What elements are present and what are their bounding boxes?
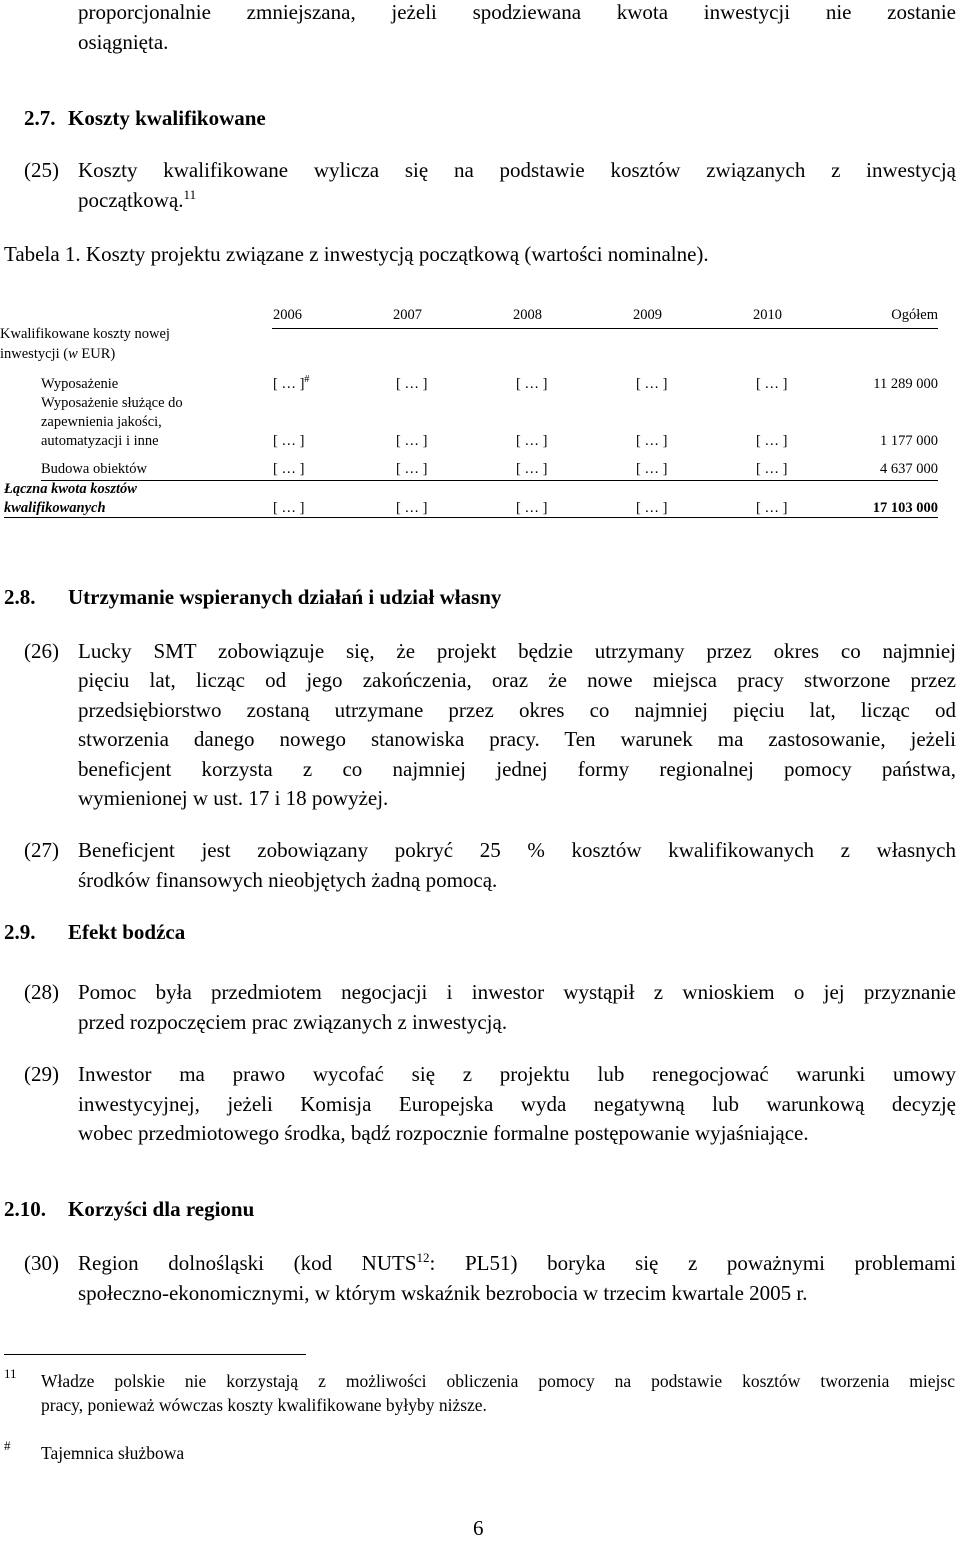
para-25-line-2: początkową.$^{11}$: [78, 187, 197, 212]
table-col-total: Ogółem: [891, 307, 938, 323]
para-26-line-5: beneficjent korzysta z co najmniej jednej formy regionalnej pomocy państwa,: [78, 757, 956, 781]
intro-line-1: proporcjonalnie zmniejszana, jeżeli spodziewana kwota inwestycji nie zostanie: [78, 0, 956, 24]
section-2-8-number: 2.8.: [4, 585, 36, 609]
row-3-total: 4 637 000: [880, 461, 938, 477]
section-2-10-title: Korzyści dla regionu: [68, 1197, 255, 1221]
table-sum-rule: [41, 480, 938, 481]
row-2-2008: [ … ]: [516, 433, 548, 449]
section-2-9-title: Efekt bodźca: [68, 920, 186, 944]
para-29-number: (29): [24, 1062, 59, 1086]
row-1-label: Wyposażenie: [41, 376, 119, 392]
footnote-hash-text: Tajemnica służbowa: [41, 1443, 185, 1463]
footnote-11-line-1: Władze polskie nie korzystają z możliwości obliczenia pomocy na podstawie kosztów tworzenia miejsc: [41, 1371, 955, 1391]
footnote-separator: [4, 1354, 306, 1355]
para-28-line-2: przed rozpoczęciem prac związanych z inwestycją.: [78, 1010, 508, 1034]
row-4-label-line-2: kwalifikowanych: [4, 500, 106, 516]
row-4-2007: [ … ]: [396, 500, 428, 516]
table-header-label-line-1: Kwalifikowane koszty nowej: [0, 326, 170, 342]
row-4-2009: [ … ]: [636, 500, 668, 516]
row-3-2010: [ … ]: [756, 461, 788, 477]
table-col-2010: 2010: [753, 307, 782, 323]
para-25-line-1: Koszty kwalifikowane wylicza się na podstawie kosztów związanych z inwestycją: [78, 158, 956, 182]
footnote-11-line-2: pracy, ponieważ wówczas koszty kwalifikowane byłyby niższe.: [41, 1395, 487, 1415]
row-4-2006: [ … ]: [273, 500, 305, 516]
row-1-2010: [ … ]: [756, 376, 788, 392]
para-26-line-6: wymienionej w ust. 17 i 18 powyżej.: [78, 786, 389, 810]
row-2-label-line-1: Wyposażenie służące do: [41, 395, 183, 411]
para-25-number: (25): [24, 158, 59, 182]
row-2-2009: [ … ]: [636, 433, 668, 449]
intro-line-2: osiągnięta.: [78, 30, 169, 54]
section-2-9-number: 2.9.: [4, 920, 36, 944]
row-2-label-line-3: automatyzacji i inne: [41, 433, 159, 449]
table-col-2009: 2009: [633, 307, 662, 323]
row-1-2006: [ … ]#: [273, 374, 310, 392]
para-28-line-1: Pomoc była przedmiotem negocjacji i inwestor wystąpił z wnioskiem o jej przyznanie: [78, 980, 956, 1004]
row-4-label-line-1: Łączna kwota kosztów: [4, 481, 137, 497]
row-3-2007: [ … ]: [396, 461, 428, 477]
page-number: 6: [473, 1516, 484, 1540]
row-2-label-line-2: zapewnienia jakości,: [41, 414, 162, 430]
para-26-line-1: Lucky SMT zobowiązuje się, że projekt będzie utrzymany przez okres co najmniej: [78, 639, 956, 663]
row-1-2007: [ … ]: [396, 376, 428, 392]
row-2-total: 1 177 000: [880, 433, 938, 449]
para-27-line-2: środków finansowych nieobjętych żadną pomocą.: [78, 868, 498, 892]
row-3-2009: [ … ]: [636, 461, 668, 477]
row-2-2010: [ … ]: [756, 433, 788, 449]
row-4-2010: [ … ]: [756, 500, 788, 516]
table-caption: Tabela 1. Koszty projektu związane z inwestycją początkową (wartości nominalne).: [4, 242, 709, 266]
table-bottom-rule: [4, 517, 938, 518]
row-1-2008: [ … ]: [516, 376, 548, 392]
footnote-ref-11[interactable]: 11: [183, 187, 197, 202]
para-27-line-1: Beneficjent jest zobowiązany pokryć 25 % kosztów kwalifikowanych z własnych: [78, 838, 956, 862]
para-26-line-2: pięciu lat, licząc od jego zakończenia, oraz że nowe miejsca pracy stworzone przez: [78, 668, 956, 692]
table-header-label-line-2: inwestycji (w EUR): [0, 346, 116, 362]
table-col-2006: 2006: [273, 307, 302, 323]
row-2-2006: [ … ]: [273, 433, 305, 449]
row-4-2008: [ … ]: [516, 500, 548, 516]
row-2-2007: [ … ]: [396, 433, 428, 449]
para-27-number: (27): [24, 838, 59, 862]
row-1-2009: [ … ]: [636, 376, 668, 392]
footnote-ref-12[interactable]: 12: [416, 1250, 430, 1265]
footnote-hash-mark: #: [4, 1438, 11, 1453]
row-3-label: Budowa obiektów: [41, 461, 147, 477]
para-29-line-3: wobec przedmiotowego środka, bądź rozpocznie formalne postępowanie wyjaśniające.: [78, 1121, 809, 1145]
table-col-2008: 2008: [513, 307, 542, 323]
para-30-line-1: Region dolnośląski (kod NUTS$^{12}$: PL51) boryka się z poważnymi problemami: [78, 1250, 956, 1275]
table-col-2007: 2007: [393, 307, 422, 323]
para-26-line-4: stworzenia danego nowego stanowiska pracy. Ten warunek ma zastosowanie, jeżeli: [78, 727, 956, 751]
row-1-total: 11 289 000: [873, 376, 938, 392]
para-26-line-3: przedsiębiorstwo zostaną utrzymane przez okres co najmniej pięciu lat, licząc od: [78, 698, 956, 722]
row-4-total: 17 103 000: [872, 500, 938, 516]
para-26-number: (26): [24, 639, 59, 663]
para-30-number: (30): [24, 1251, 59, 1275]
section-2-10-number: 2.10.: [4, 1197, 46, 1221]
para-29-line-2: inwestycyjnej, jeżeli Komisja Europejska wyda negatywną lub warunkową decyzję: [78, 1092, 956, 1116]
row-1-secret-mark: #: [304, 374, 310, 386]
section-2-8-title: Utrzymanie wspieranych działań i udział własny: [68, 585, 502, 609]
para-28-number: (28): [24, 980, 59, 1004]
para-29-line-1: Inwestor ma prawo wycofać się z projektu lub renegocjować warunki umowy: [78, 1062, 956, 1086]
table-header-rule: [272, 328, 938, 329]
row-3-2006: [ … ]: [273, 461, 305, 477]
para-30-line-2: społeczno-ekonomicznymi, w którym wskaźnik bezrobocia w trzecim kwartale 2005 r.: [78, 1281, 808, 1305]
footnote-11-mark: 11: [4, 1366, 17, 1381]
row-3-2008: [ … ]: [516, 461, 548, 477]
section-2-7-title: Koszty kwalifikowane: [68, 106, 266, 130]
section-2-7-number: 2.7.: [24, 106, 56, 130]
